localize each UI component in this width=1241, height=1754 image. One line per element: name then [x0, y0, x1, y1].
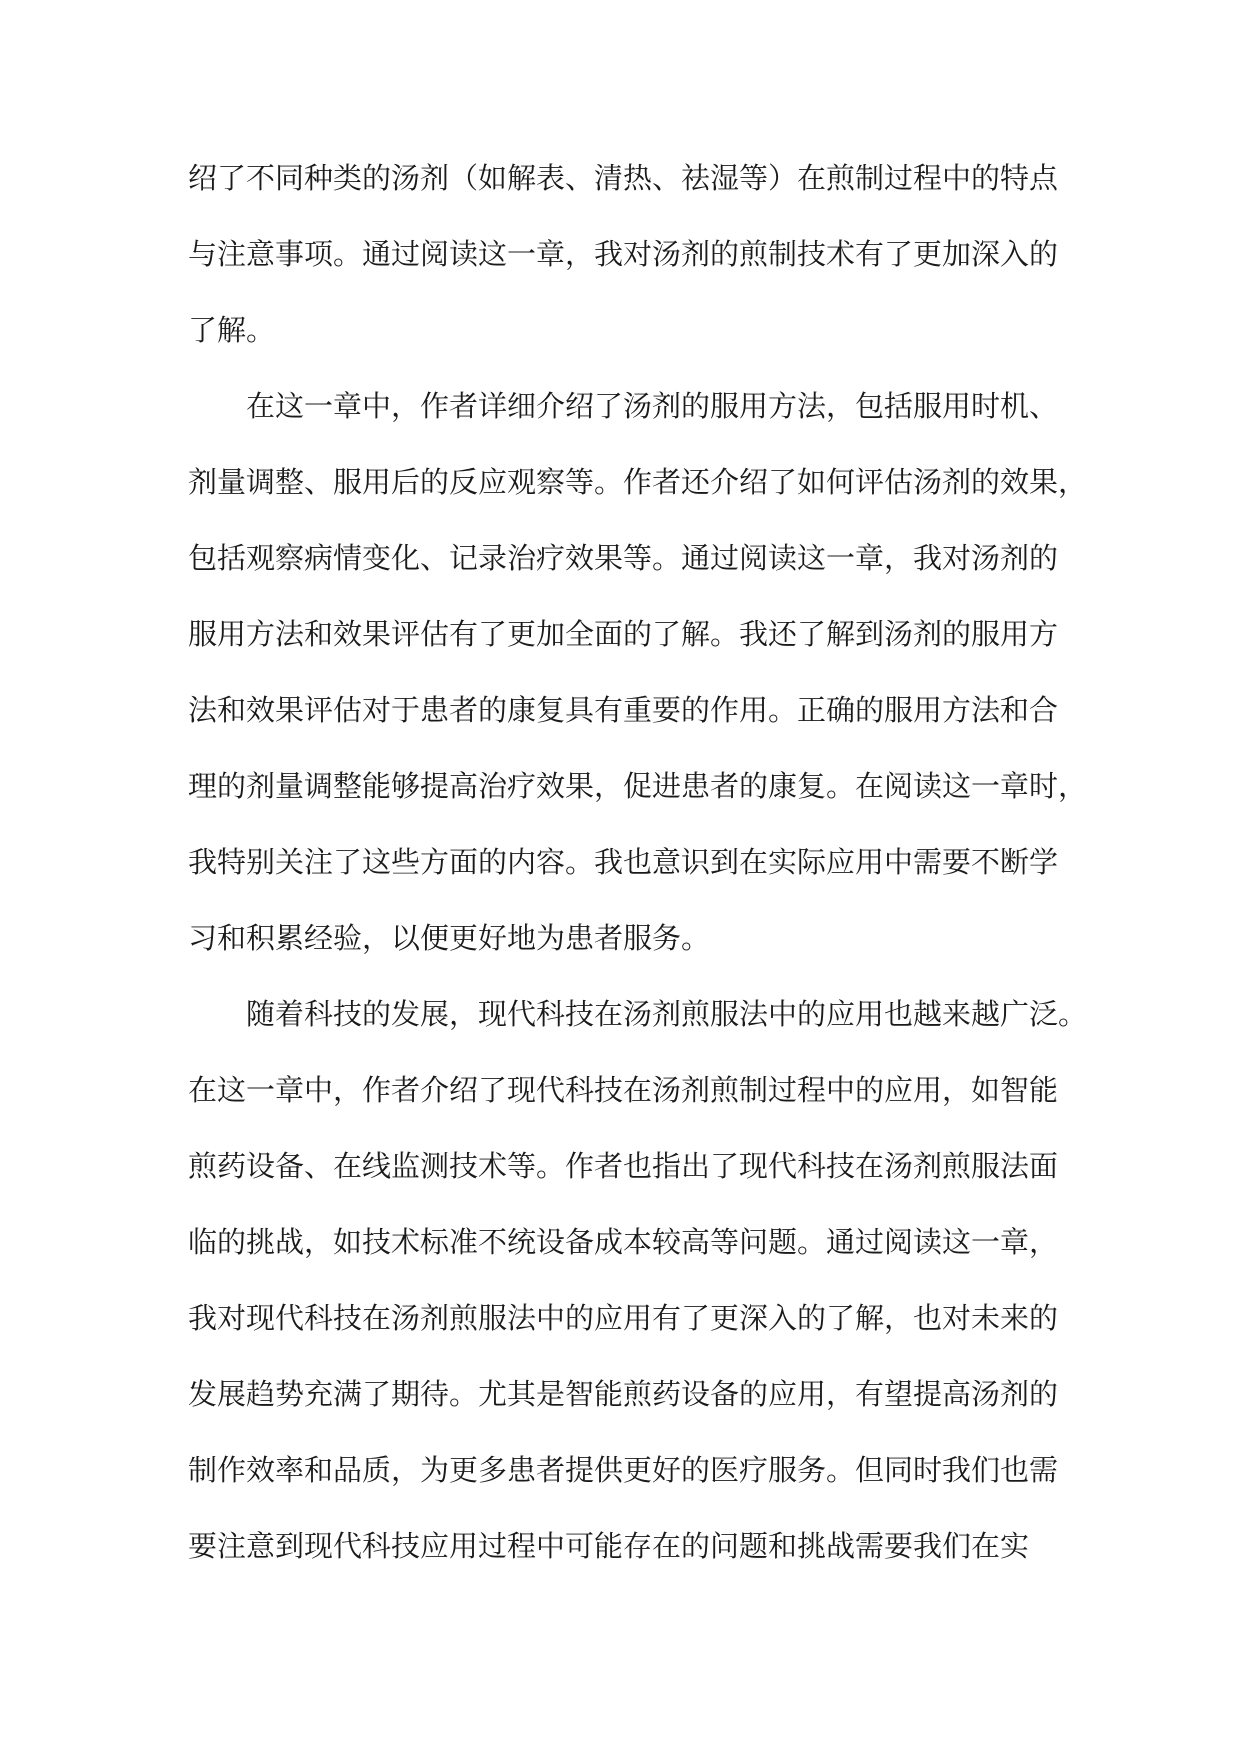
text-line: 剂量调整、服用后的反应观察等。作者还介绍了如何评估汤剂的效果， [188, 465, 1088, 499]
text-line: 煎药设备、在线监测技术等。作者也指出了现代科技在汤剂煎服法面 [188, 1149, 1059, 1183]
paragraph-start-line: 随着科技的发展，现代科技在汤剂煎服法中的应用也越来越广泛。 [246, 997, 1088, 1031]
text-line: 绍了不同种类的汤剂（如解表、清热、祛湿等）在煎制过程中的特点 [188, 161, 1059, 195]
text-line: 制作效率和品质，为更多患者提供更好的医疗服务。但同时我们也需 [188, 1453, 1059, 1487]
text-line: 服用方法和效果评估有了更加全面的了解。我还了解到汤剂的服用方 [188, 617, 1059, 651]
text-line: 发展趋势充满了期待。尤其是智能煎药设备的应用，有望提高汤剂的 [188, 1377, 1059, 1411]
text-line: 包括观察病情变化、记录治疗效果等。通过阅读这一章，我对汤剂的 [188, 541, 1059, 575]
text-line: 要注意到现代科技应用过程中可能存在的问题和挑战需要我们在实 [188, 1529, 1030, 1563]
text-line: 了解。 [188, 313, 276, 347]
text-line: 临的挑战，如技术标准不统设备成本较高等问题。通过阅读这一章， [188, 1225, 1059, 1259]
text-line: 与注意事项。通过阅读这一章，我对汤剂的煎制技术有了更加深入的 [188, 237, 1059, 271]
text-line: 法和效果评估对于患者的康复具有重要的作用。正确的服用方法和合 [188, 693, 1059, 727]
paragraph-start-line: 在这一章中，作者详细介绍了汤剂的服用方法，包括服用时机、 [246, 389, 1059, 423]
text-line: 我特别关注了这些方面的内容。我也意识到在实际应用中需要不断学 [188, 845, 1059, 879]
text-line: 我对现代科技在汤剂煎服法中的应用有了更深入的了解，也对未来的 [188, 1301, 1059, 1335]
body-text [188, 140, 1088, 1584]
text-line: 习和积累经验，以便更好地为患者服务。 [188, 921, 711, 955]
text-line: 理的剂量调整能够提高治疗效果，促进患者的康复。在阅读这一章时， [188, 769, 1088, 803]
text-line: 在这一章中，作者介绍了现代科技在汤剂煎制过程中的应用，如智能 [188, 1073, 1059, 1107]
